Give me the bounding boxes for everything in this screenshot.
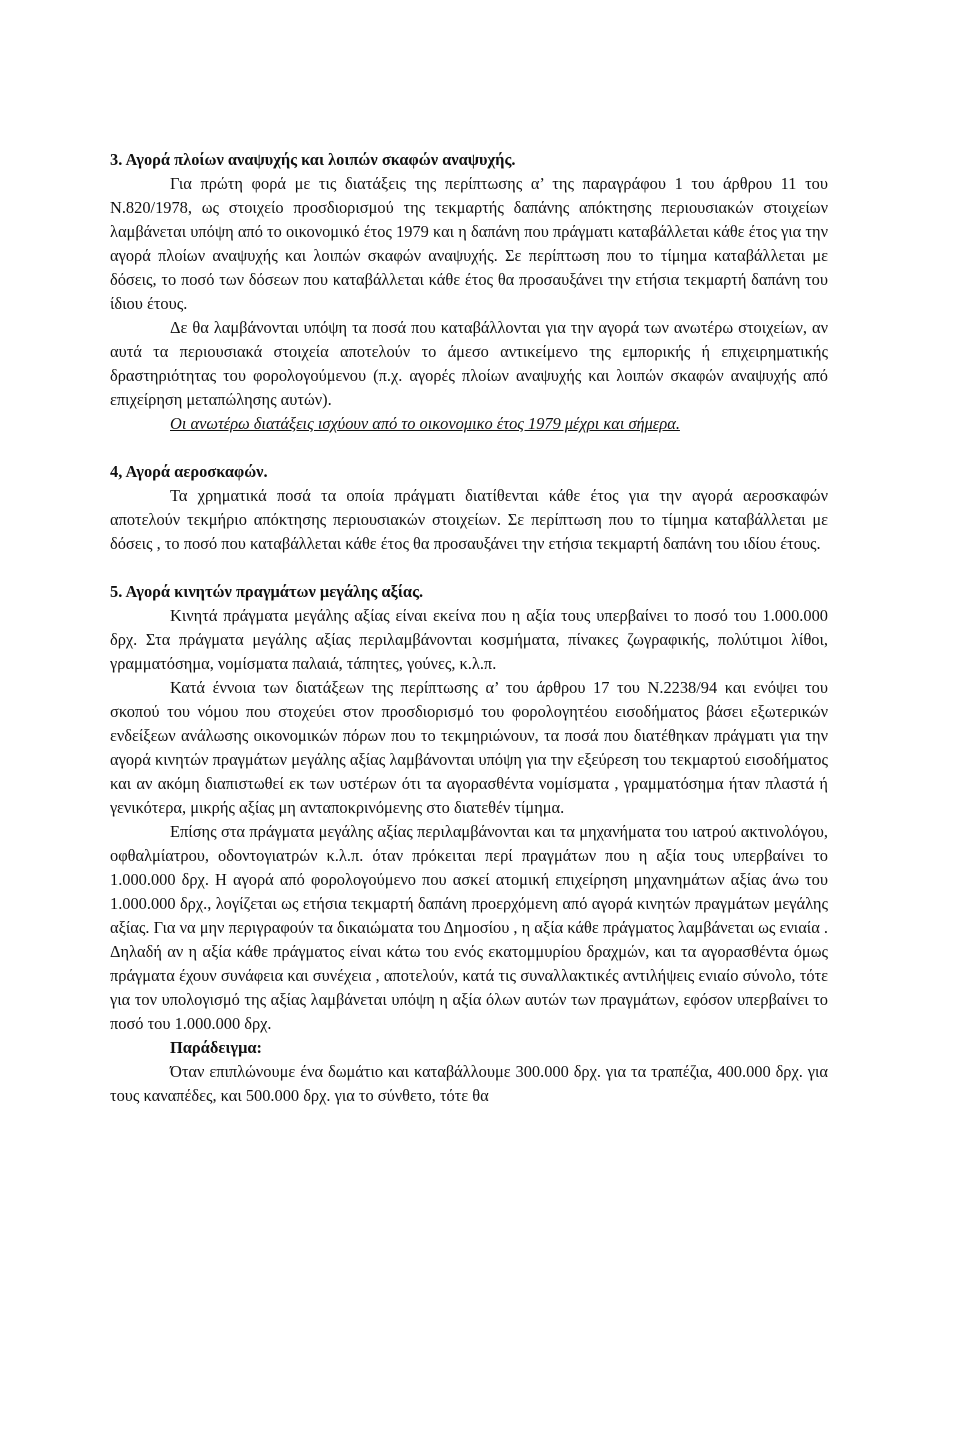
- section-5-paragraph-1: Κινητά πράγματα μεγάλης αξίας είναι εκείνα που η αξία τους υπερβαίνει το ποσό του 1.000.000 δρχ. Στα πράγματα μεγάλης αξίας περιλαμβάνονται κοσμήματα, πίνακες ζωγραφικής, πολύτιμοι λίθοι, γραμματόσημα, νομίσματα παλαιά, τάπητες, γούνες, κ.λ.π.: [110, 606, 828, 673]
- section-5-heading: 5. Αγορά κινητών πραγμάτων μεγάλης αξίας.: [110, 582, 424, 601]
- section-3-paragraph-2: Δε θα λαμβάνονται υπόψη τα ποσά που καταβάλλονται για την αγορά των ανωτέρω στοιχείων, αν αυτά τα περιουσιακά στοιχεία αποτελούν το άμεσο αντικείμενο της εμπορικής ή επιχειρηματικής δραστηριότητας του φορολογούμενου (π.χ. αγορές πλοίων αναψυχής και λοιπών σκαφών αναψυχής από επιχείρηση μεταπώλησης αυτών).: [110, 318, 828, 409]
- example-text: Όταν επιπλώνουμε ένα δωμάτιο και καταβάλλουμε 300.000 δρχ. για τα τραπέζια, 400.000 δρχ. για τους καναπέδες, και 500.000 δρχ. για το σύνθετο, τότε θα: [110, 1062, 828, 1105]
- section-3-paragraph-1: Για πρώτη φορά με τις διατάξεις της περίπτωσης α’ της παραγράφου 1 του άρθρου 11 του Ν.820/1978, ως στοιχείο προσδιορισμού της τεκμαρτής δαπάνης απόκτησης περιουσιακών στοιχείων λαμβάνεται υπόψη από το οικονομικό έτος 1979 και η δαπάνη που πράγματι καταβάλλεται κάθε έτος για την αγορά πλοίων αναψυχής και λοιπών σκαφών αναψυχής. Σε περίπτωση που το τίμημα καταβάλλεται με δόσεις, το ποσό των δόσεων που καταβάλλεται κάθε έτος θα προσαυξάνει την ετήσια τεκμαρτή δαπάνη του ίδιου έτους.: [110, 174, 828, 313]
- section-4-heading: 4, Αγορά αεροσκαφών.: [110, 462, 268, 481]
- section-3-validity-note: Οι ανωτέρω διατάξεις ισχύουν από το οικονομικο έτος 1979 μέχρι και σήμερα.: [170, 414, 680, 433]
- document-page: [110, 148, 828, 1108]
- section-3-heading: 3. Αγορά πλοίων αναψυχής και λοιπών σκαφών αναψυχής.: [110, 150, 516, 169]
- example-label: Παράδειγμα:: [170, 1038, 262, 1057]
- section-5-paragraph-2: Κατά έννοια των διατάξεων της περίπτωσης α’ του άρθρου 17 του Ν.2238/94 και ενόψει του σκοπού του νόμου που στοχεύει στον προσδιορισμό του φορολογητέου εισοδήματος βάσει εξωτερικών ενδείξεων ανάλωσης οικονομικών πόρων που το τεκμηριώνουν, τα ποσά που διατέθηκαν πράγματι για την αγορά κινητών πραγμάτων μεγάλης αξίας λαμβάνονται υπόψη για την εξεύρεση του τεκμαρτού εισοδήματος και αν ακόμη διαπιστωθεί εκ των υστέρων ότι τα αγορασθέντα νομίσματα , γραμματόσημα ήταν πλαστά ή γενικότερα, μικρής αξίας μη ανταποκρινόμενης στο διατεθέν τίμημα.: [110, 678, 828, 817]
- section-5-paragraph-3: Επίσης στα πράγματα μεγάλης αξίας περιλαμβάνονται και τα μηχανήματα του ιατρού ακτινολόγου, οφθαλμίατρου, οδοντογιατρών κ.λ.π. όταν πρόκειται περί πραγμάτων που η αξία τους υπερβαίνει το 1.000.000 δρχ. Η αγορά από φορολογούμενο που ασκεί ατομική επιχείρηση μηχανημάτων αξίας άνω του 1.000.000 δρχ., λογίζεται ως ετήσια τεκμαρτή δαπάνη προερχόμενη από αγορά κινητών πραγμάτων μεγάλης αξίας. Για να μην περιγραφούν τα δικαιώματα του Δημοσίου , η αξία κάθε πράγματος λαμβάνεται ως ενιαία . Δηλαδή αν η αξία κάθε πράγματος είναι κάτω του ενός εκατομμυρίου δραχμών, και τα αγορασθέντα όμως πράγματα έχουν συνάφεια και συνέχεια , αποτελούν, κατά τις συναλλακτικές αντιλήψεις ενιαίο σύνολο, τότε για τον υπολογισμό της αξίας λαμβάνεται υπόψη η αξία όλων αυτών των πραγμάτων, εφόσον υπερβαίνει το ποσό του 1.000.000 δρχ.: [110, 822, 828, 1033]
- section-4-paragraph-1: Τα χρηματικά ποσά τα οποία πράγματι διατίθενται κάθε έτος για την αγορά αεροσκαφών αποτελούν τεκμήριο απόκτησης περιουσιακών στοιχείων. Σε περίπτωση που το τίμημα καταβάλλεται με δόσεις , το ποσό που καταβάλλεται κάθε έτος θα προσαυξάνει την ετήσια τεκμαρτή δαπάνη του ιδίου έτους.: [110, 486, 828, 553]
